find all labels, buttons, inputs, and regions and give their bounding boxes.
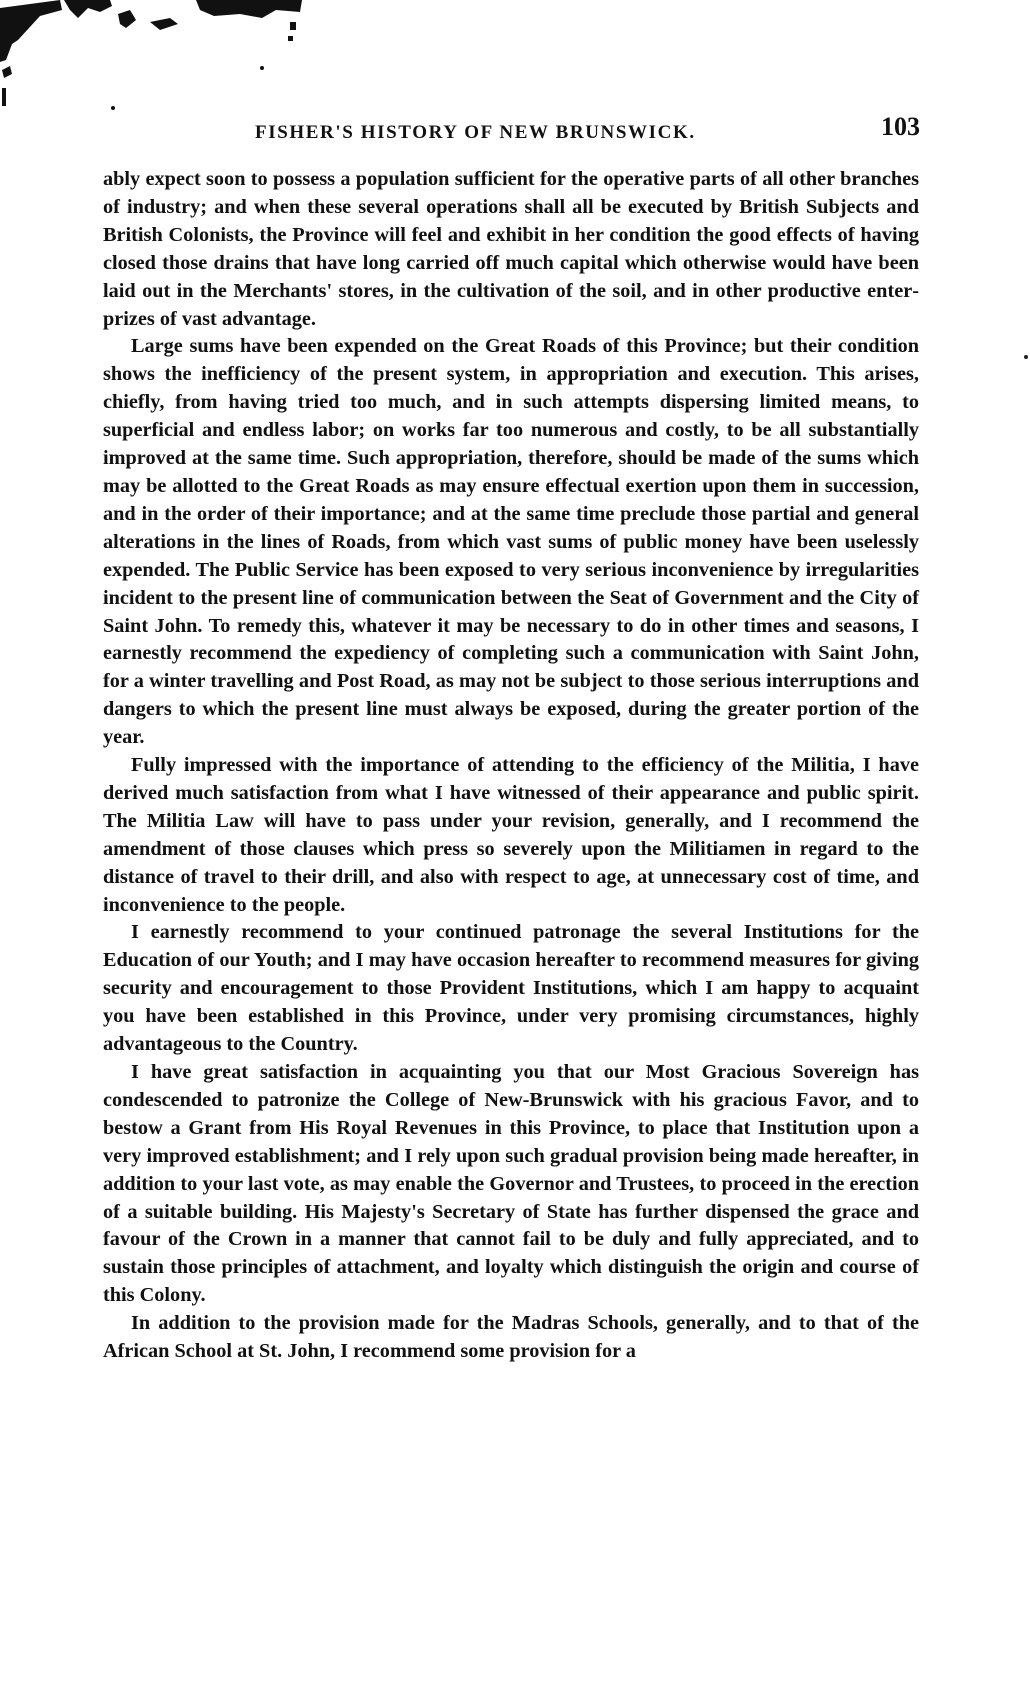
- body-text: [103, 166, 919, 1366]
- paragraph-continuation: ably expect soon to possess a population sufficient for the operative parts of all other branches of industry; and when these several operations shall all be executed by British Subjects and British Colonists, the Province will feel and exhibit in her condition the good effects of having closed those drains that have long carried off much capital which otherwise would have been laid out in the Merchants' stores, in the cultivation of the soil, and in other productive enterprizes of vast advantage.: [103, 168, 919, 330]
- paragraph-militia: Fully impressed with the importance of attending to the efficiency of the Militia, I have derived much satisfaction from what I have witnessed of their appearance and public spirit. The Militia Law will have to pass under your revision, generally, and I recommend the amendment of those clauses which press so severely upon the Militiamen in regard to the distance of travel to their drill, and also with respect to age, at unnecessary cost of time, and inconvenience to the people.: [103, 754, 919, 916]
- running-title: FISHER'S HISTORY OF NEW BRUNSWICK.: [255, 122, 696, 143]
- paragraph-college: I have great satisfaction in acquainting you that our Most Gracious Sovereign has condescended to patronize the College of New-Brunswick with his gracious Favor, and to bestow a Grant from His Royal Revenues in this Province, to place that Institution upon a very improved establishment; and I rely upon such gradual provision being made hereafter, in addition to your last vote, as may enable the Governor and Trustees, to proceed in the erection of a suitable building. His Majesty's Secretary of State has further dispensed the grace and favour of the Crown in a manner that cannot fail to be duly and fully appreciated, and to sustain those principles of attachment, and loyalty which distinguish the origin and course of this Colony.: [103, 1061, 919, 1307]
- running-header: [105, 112, 920, 152]
- paragraph-roads: Large sums have been expended on the Great Roads of this Province; but their condition shows the inefficiency of the present system, in appropriation and execution. This arises, chiefly, from having tried too much, and in such attempts dispersing limited means, to superficial and endless labor; on works far too numerous and costly, to be all substantially improved at the same time. Such appropriation, therefore, should be made of the sums which may be allotted to the Great Roads as may ensure effectual exertion upon them in succession, and in the order of their importance; and at the same time preclude those partial and general alterations in the lines of Roads, from which vast sums of public money have been uselessly expended. The Public Service has been exposed to very serious inconvenience by irregularities incident to the present line of communication between the Seat of Government and the City of Saint John. To remedy this, whatever it may be necessary to do in other times and seasons, I earnestly recommend the expediency of completing such a communication with Saint John, for a winter travelling and Post Road, as may not be subject to those serious interruptions and dangers to which the present line must always be exposed, during the greater portion of the year.: [103, 335, 919, 749]
- paragraph-education: I earnestly recommend to your continued patronage the several Institutions for the Education of our Youth; and I may have occasion hereafter to recommend measures for giving security and encouragement to those Provident Institutions, which I am happy to acquaint you have been established in this Province, under very promising circumstances, highly advantageous to the Country.: [103, 921, 919, 1056]
- paragraph-schools: In addition to the provision made for the Madras Schools, generally, and to that of the African School at St. John, I recommend some provision for a: [103, 1312, 919, 1363]
- scan-artifact-marks: [0, 0, 340, 120]
- scan-speck: [1024, 355, 1028, 359]
- page-number: 103: [881, 112, 920, 141]
